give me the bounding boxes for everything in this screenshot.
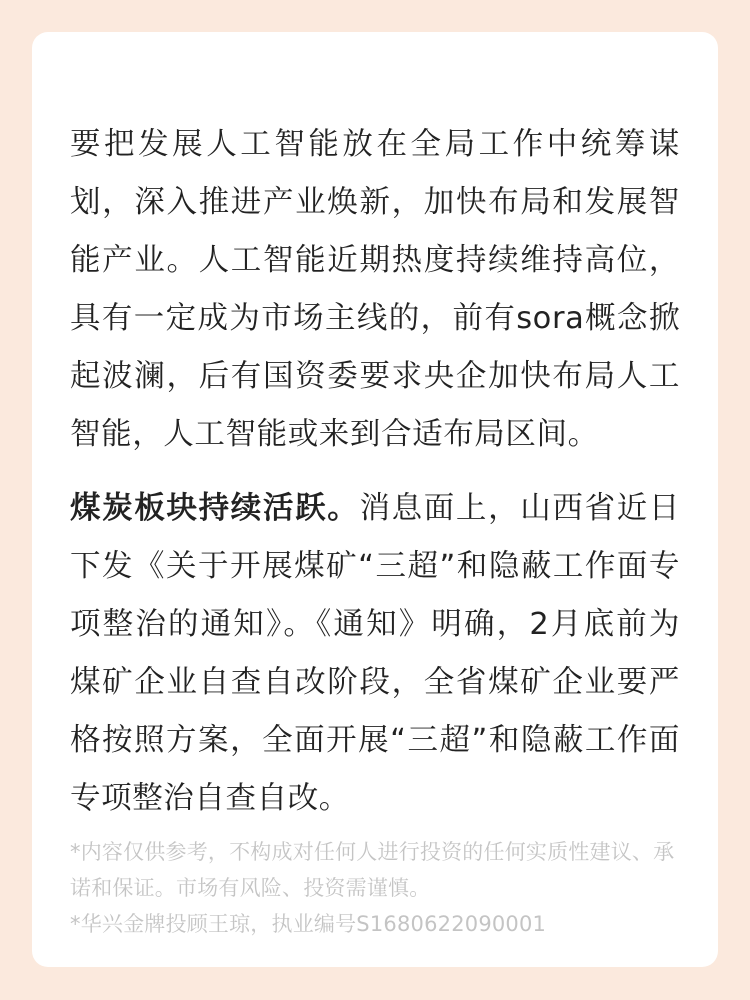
disclaimer	[70, 834, 680, 942]
paragraph-coal-lead: 煤炭板块持续活跃。	[70, 491, 360, 526]
disclaimer-risk: *内容仅供参考，不构成对任何人进行投资的任何实质性建议、承诺和保证。市场有风险、投资需谨慎。	[70, 840, 675, 900]
paragraph-ai: 要把发展人工智能放在全局工作中统筹谋划，深入推进产业焕新，加快布局和发展智能产业。人工智能近期热度持续维持高位，具有一定成为市场主线的，前有sora概念掀起波澜，后有国资委要求央企加快布局人工智能，人工智能或来到合适布局区间。	[70, 127, 680, 452]
paragraph-coal	[70, 480, 680, 828]
disclaimer-advisor: *华兴金牌投顾王琼，执业编号S1680622090001	[70, 912, 547, 936]
content-card	[32, 32, 718, 967]
paragraph-coal-body: 消息面上，山西省近日下发《关于开展煤矿“三超”和隐蔽工作面专项整治的通知》。《通知》明确，2月底前为煤矿企业自查自改阶段，全省煤矿企业要严格按照方案，全面开展“三超”和隐蔽工作面专项整治自查自改。	[70, 491, 680, 816]
